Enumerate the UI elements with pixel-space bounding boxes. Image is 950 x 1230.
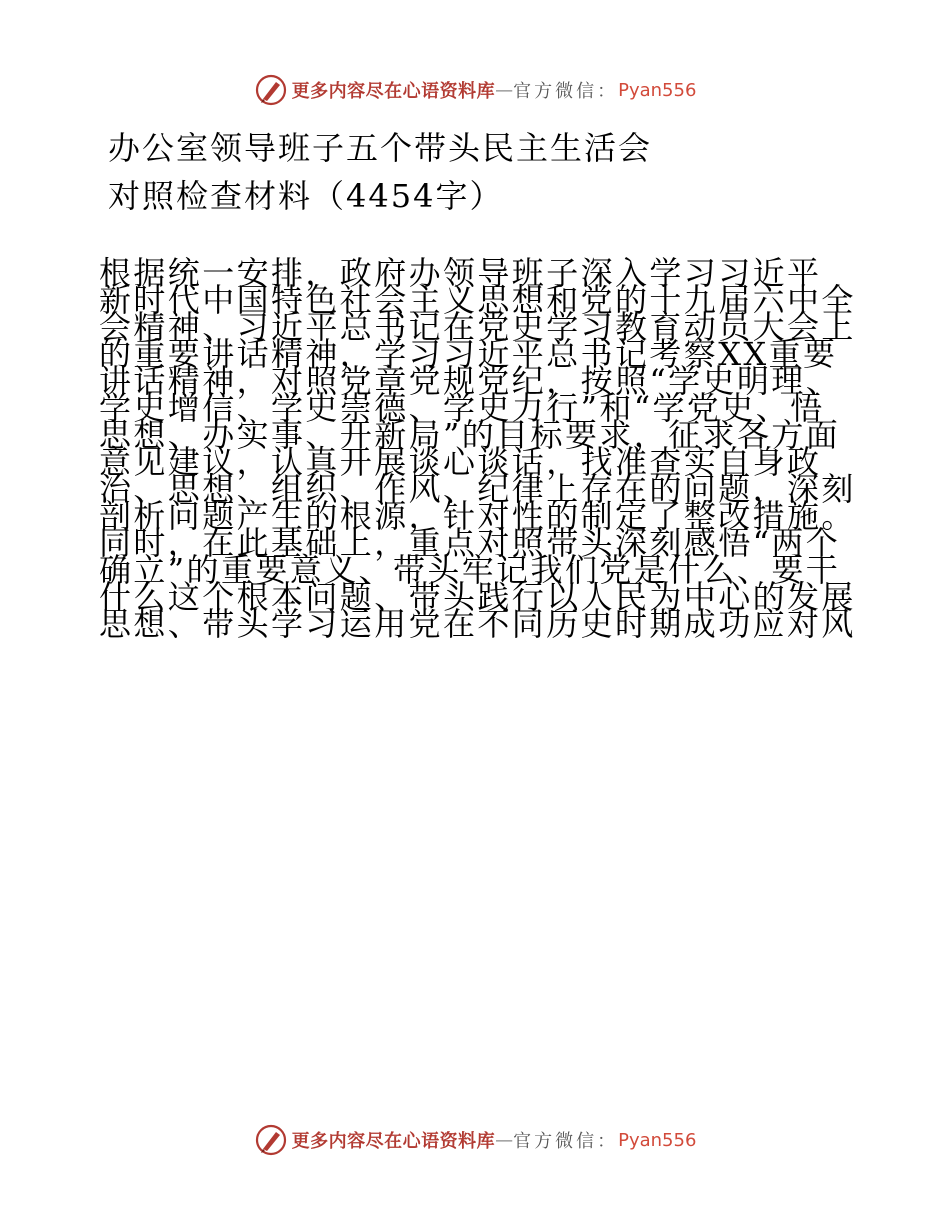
banner-separator: —	[495, 79, 514, 101]
body-line: 根据统一安排，政府办领导班子深入学习习近平	[99, 254, 822, 292]
body-line: 剖析问题产生的根源，针对性的制定了整改措施。	[99, 497, 856, 535]
quill-pen-logo-icon	[254, 73, 288, 107]
banner-slogan: 更多内容尽在心语资料库	[291, 1131, 496, 1152]
body-line: 的重要讲话精神，学习习近平总书记考察XX重要	[99, 335, 838, 373]
banner-separator: —	[495, 1129, 514, 1151]
document-body	[99, 254, 859, 651]
body-line: 确立”的重要意义、带头牢记我们党是什么、要干	[99, 551, 841, 589]
body-line: 新时代中国特色社会主义思想和党的十九届六中全	[99, 281, 856, 319]
body-line: 治、思想、组织、作风、纪律上存在的问题，深刻	[99, 470, 856, 508]
body-line: 学史增信、学史崇德、学史力行”和“学党史、悟	[99, 389, 825, 427]
banner-wechat-label: 官方微信：	[513, 1131, 619, 1152]
banner-slogan: 更多内容尽在心语资料库	[291, 81, 496, 102]
document-title: 办公室领导班子五个带头民主生活会	[108, 129, 653, 167]
footer-watermark-banner	[0, 1120, 950, 1160]
quill-pen-logo-icon	[254, 1123, 288, 1157]
document-subtitle: 对照检查材料（4454字）	[108, 177, 504, 215]
body-line: 思想、带头学习运用党在不同历史时期成功应对风	[99, 605, 856, 643]
body-line: 同时，在此基础上，重点对照带头深刻感悟“两个	[99, 524, 841, 562]
banner-wechat-label: 官方微信：	[513, 81, 619, 102]
header-watermark-banner	[0, 70, 950, 110]
banner-wechat-id: Pyan556	[618, 79, 697, 101]
body-line: 会精神、习近平总书记在党史学习教育动员大会上	[99, 308, 856, 346]
body-line: 意见建议，认真开展谈心谈话，找准查实自身政	[99, 443, 822, 481]
banner-wechat-id: Pyan556	[618, 1129, 697, 1151]
body-line: 什么这个根本问题、带头践行以人民为中心的发展	[99, 578, 856, 616]
body-line: 思想、办实事、开新局”的目标要求，征求各方面	[99, 416, 841, 454]
body-line: 讲话精神，对照党章党规党纪，按照“学史明理、	[99, 362, 841, 400]
